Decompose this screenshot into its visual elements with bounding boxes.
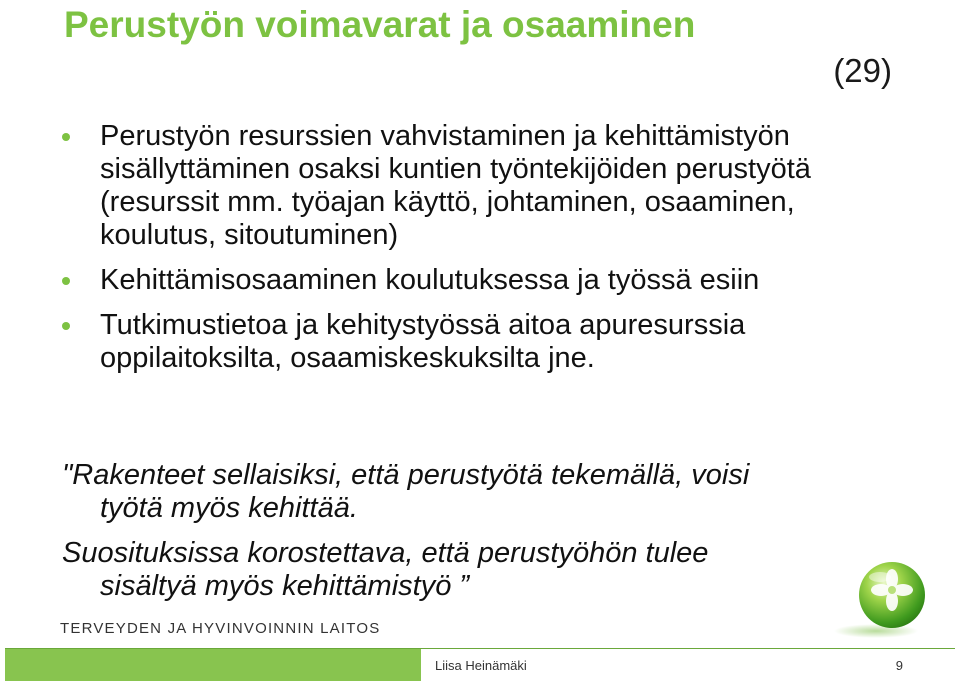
bullet-text: Kehittämisosaaminen koulutuksessa ja työssä esiin (100, 264, 760, 296)
quote-block (62, 459, 912, 525)
quote-line: sisältyä myös kehittämistyö ” (100, 570, 470, 602)
page-number: 9 (895, 658, 903, 673)
footer-bar (5, 648, 955, 681)
bullet-item (62, 309, 912, 375)
footer-author: Liisa Heinämäki (435, 658, 527, 673)
bullet-icon (62, 322, 70, 330)
bullet-icon (62, 133, 70, 141)
bullet-list (62, 120, 912, 387)
quote-block (62, 537, 912, 603)
bullet-item (62, 264, 912, 297)
bullet-text: Perustyön resurssien vahvistaminen ja kehittämistyön sisällyttäminen osaksi kuntien työntekijöiden perustyötä (resurssit mm. työajan käyttö, johtaminen, osaaminen, koulutus, sitoutuminen) (100, 120, 811, 251)
quote-line: Suosituksissa korostettava, että perustyöhön tulee (62, 537, 709, 569)
organization-name: TERVEYDEN JA HYVINVOINNIN LAITOS (60, 620, 381, 637)
bullet-text: Tutkimustietoa ja kehitystyössä aitoa apuresurssia oppilaitoksilta, osaamiskeskuksilta jne. (100, 309, 746, 374)
bullet-item (62, 120, 912, 252)
footer-box (421, 649, 955, 681)
bullet-icon (62, 277, 70, 285)
quote-line: "Rakenteet sellaisiksi, että perustyötä tekemällä, voisi (62, 459, 750, 491)
quote-line: työtä myös kehittää. (100, 492, 358, 524)
green-flower-sphere-icon (830, 557, 934, 641)
slide-title: Perustyön voimavarat ja osaaminen (64, 4, 696, 45)
slide-subtitle: (29) (833, 52, 892, 89)
